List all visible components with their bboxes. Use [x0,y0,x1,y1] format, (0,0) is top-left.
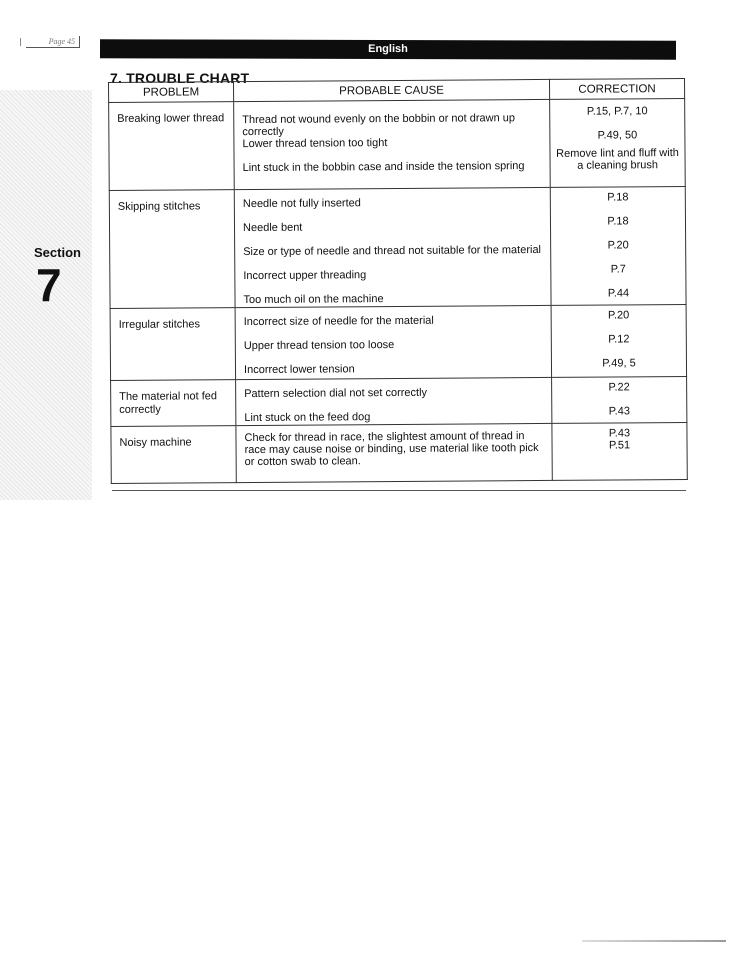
trouble-chart [108,78,687,484]
page-label: Page 45 [26,36,80,48]
cause-cell [234,99,551,189]
bottom-rule [112,490,686,491]
cause-item: Too much oil on the machine [243,293,384,307]
cause-item: Size or type of needle and thread not suitable for the material [243,243,542,259]
cause-item: Incorrect lower tension [243,363,355,377]
cause-item: Lower thread tension too tight [242,137,388,151]
cause-item: Needle not fully inserted [242,197,361,211]
correction-cell [551,304,686,377]
cause-item: Needle bent [242,221,303,235]
correction-cell [552,422,687,480]
correction-cell [550,98,686,187]
cause-item: Pattern selection dial not set correctly [244,386,428,401]
correction-item: P.20 [607,309,630,322]
header-correction: CORRECTION [549,78,684,99]
section-label: Section [34,245,81,260]
cause-item: Incorrect size of needle for the material [243,314,434,329]
table-row [111,422,687,483]
correction-item: P.49, 50 [597,129,638,142]
cause-item: Lint stuck in the bobbin case and inside the tension spring [242,160,525,175]
correction-item: P.43 [608,405,630,418]
table-row [109,186,686,308]
cause-cell [236,377,552,425]
cause-cell [234,187,551,307]
correction-item: P.51 [608,439,631,452]
correction-item: P.18 [607,215,629,228]
cause-item: Lint stuck on the feed dog [244,411,371,425]
problem-cell: Breaking lower thread [109,102,235,191]
correction-item: P.15, P.7, 10 [586,105,648,118]
cause-item: Incorrect upper threading [243,269,367,283]
correction-item: Remove lint and fluff with a cleaning brush [556,147,679,172]
table-row [109,98,686,190]
problem-cell: The material not fed correctly [111,380,236,427]
correction-item: P.20 [607,239,629,252]
table-row [111,376,687,426]
chart-title: 7. TROUBLE CHART [110,70,250,86]
page-tick-mark [20,38,21,46]
language-bar: English [100,39,676,60]
cause-item: Thread not wound evenly on the bobbin or not drawn up correctly [242,112,516,139]
correction-item: P.43 [608,427,631,440]
correction-item: P.7 [610,263,626,276]
trouble-table [108,78,688,484]
correction-cell [552,376,687,423]
corner-scan-line [582,940,726,942]
cause-item: Check for thread in race, the slightest amount of thread in race may cause noise or binding, use material like tooth pick or cotton swab to clean. [244,430,539,469]
cause-item: Upper thread tension too loose [243,339,395,353]
problem-cell: Skipping stitches [109,190,235,309]
correction-item: P.18 [607,191,629,204]
problem-cell: Noisy machine [111,426,236,484]
cause-cell [236,423,552,482]
table-row [110,304,686,380]
correction-item: P.12 [608,333,630,346]
cause-cell [235,305,551,379]
problem-cell: Irregular stitches [110,308,235,381]
correction-item: P.44 [607,287,630,300]
correction-item: P.22 [608,381,630,394]
correction-item: P.49, 5 [602,357,636,370]
header-problem: PROBLEM [109,82,234,103]
header-cause: PROBABLE CAUSE [234,79,550,101]
correction-cell [550,186,686,305]
section-number: 7 [36,259,62,311]
